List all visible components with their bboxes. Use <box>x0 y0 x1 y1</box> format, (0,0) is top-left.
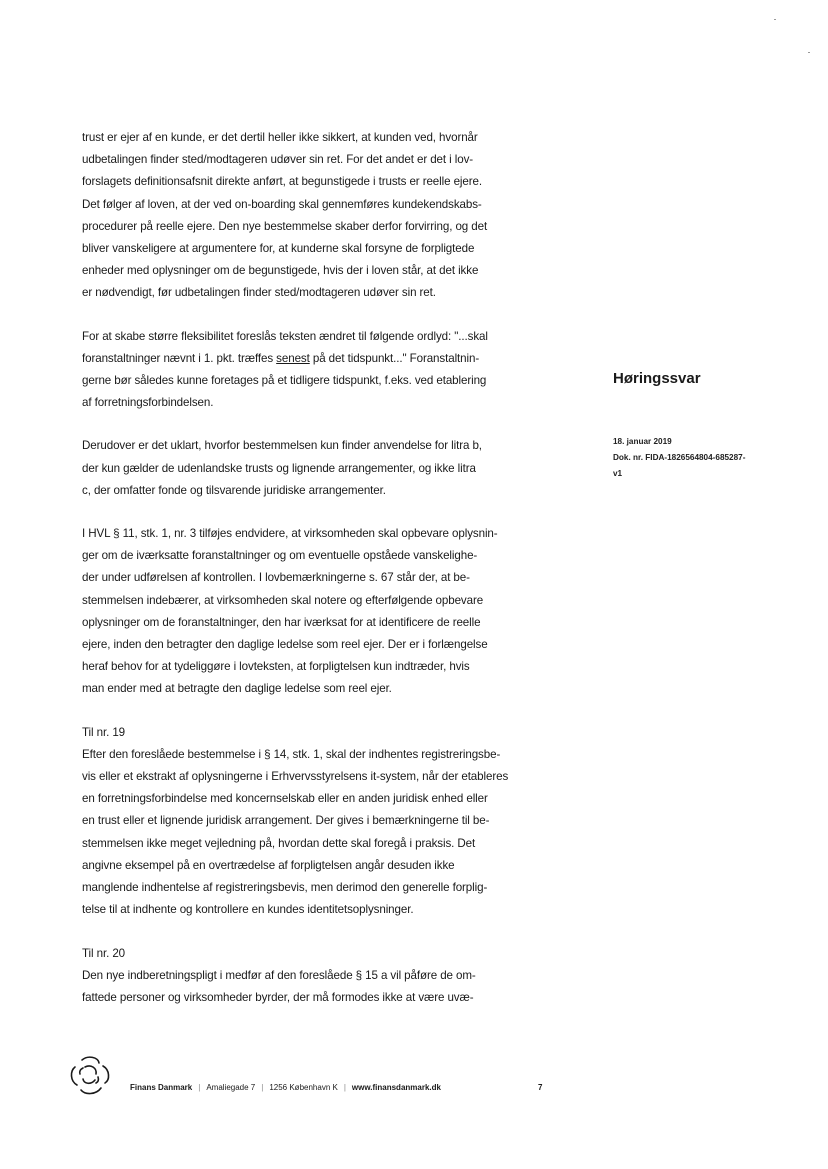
text-line: I HVL § 11, stk. 1, nr. 3 tilføjes endvidere, at virksomheden skal opbevare oplysnin- <box>82 527 498 541</box>
document-number: Dok. nr. FIDA-1826564804-685287- <box>613 453 746 462</box>
document-body <box>82 127 560 1030</box>
section-heading: Til nr. 20 <box>82 946 126 960</box>
text-line: en trust eller et lignende juridisk arrangement. Der gives i bemærkningerne til be- <box>82 814 490 828</box>
text-line: en forretningsforbindelse med koncernselskab eller en anden juridisk enhed eller <box>82 792 488 806</box>
paragraph-flexibility-proposal: For at skabe større fleksibilitet foreslås teksten ændret til følgende ordlyd: "...skal foranstaltninger nævnt i 1. pkt. træffes senest på det tidspunkt..." Foranstaltnin- gerne bør således kunne foretages på et tidligere tidspunkt, f.eks. ved etablering af forretningsforbindelsen. <box>82 329 488 410</box>
text-line: fattede personer og virksomheder byrder, der må formodes ikke at være uvæ- <box>82 990 474 1004</box>
text-line: man ender med at betragte den daglige ledelse som reel ejer. <box>82 682 392 696</box>
text-line: der kun gælder de udenlandske trusts og lignende arrangementer, og ikke litra <box>82 461 476 475</box>
text-line: Derudover er det uklart, hvorfor bestemmelsen kun finder anvendelse for litra b, <box>82 439 482 453</box>
footer-org: Finans Danmark <box>130 1083 193 1092</box>
paragraph-trust-ownership <box>82 127 560 305</box>
footer-street: Amaliegade 7 <box>206 1083 256 1092</box>
paragraph-litra-scope <box>82 435 560 502</box>
section-til-nr-20 <box>82 943 560 1010</box>
document-number-continued: v1 <box>613 469 623 478</box>
text-line: Det følger af loven, at der ved on-boarding skal gennemføres kundekendskabs- <box>82 197 482 211</box>
finans-danmark-logo-icon <box>68 1053 112 1097</box>
scan-mark <box>808 52 810 53</box>
text-line: ejere, inden den betragter den daglige ledelse som reel ejer. Der er i forlængelse <box>82 638 488 652</box>
text-line: er nødvendigt, før udbetalingen finder sted/modtageren udøver sin ret. <box>82 286 436 300</box>
text-line: bliver vanskeligere at argumentere for, at kunderne skal forsyne de forpligtede <box>82 242 475 256</box>
section-heading: Til nr. 19 <box>82 725 126 739</box>
text-line: udbetalingen finder sted/modtageren udøver sin ret. For det andet er det i lov- <box>82 153 474 167</box>
text-line: c, der omfatter fonde og tilsvarende juridiske arrangementer. <box>82 483 386 497</box>
text-line: forslagets definitionsafsnit direkte anført, at begunstigede i trusts er reelle ejere. <box>82 175 482 189</box>
text-line: trust er ejer af en kunde, er det dertil heller ikke sikkert, at kunden ved, hvornår <box>82 131 478 144</box>
text-line: Efter den foreslåede bestemmelse i § 14, stk. 1, skal der indhentes registreringsbe- <box>82 747 501 761</box>
text-line: oplysninger om de foranstaltninger, den har iværksat for at identificere de reelle <box>82 615 481 629</box>
text-line: der under udførelsen af kontrollen. I lovbemærkningerne s. 67 står der, at be- <box>82 571 470 585</box>
document-date: 18. januar 2019 <box>613 437 672 446</box>
page-footer <box>68 1053 568 1103</box>
text-line: stemmelsen indebærer, at virksomheden skal notere og efterfølgende opbevare <box>82 593 484 607</box>
document-meta <box>613 434 745 482</box>
text-line: manglende indhentelse af registreringsbevis, men derimod den generelle forplig- <box>82 881 488 895</box>
scan-mark <box>774 19 776 20</box>
footer-address: Finans Danmark | Amaliegade 7 | 1256 København K | www.finansdanmark.dk <box>130 1083 441 1092</box>
document-type-title: Høringssvar <box>613 370 701 387</box>
section-til-nr-19 <box>82 722 560 922</box>
text-line: heraf behov for at tydeliggøre i lovteksten, at forpligtelsen kun indtræder, hvis <box>82 660 470 674</box>
paragraph-hvl-section-11 <box>82 523 560 701</box>
text-line: vis eller et ekstrakt af oplysningerne i Erhvervsstyrelsens it-system, når der etableres <box>82 770 509 784</box>
text-line: procedurer på reelle ejere. Den nye bestemmelse skaber derfor forvirring, og det <box>82 219 488 233</box>
footer-website-link[interactable]: www.finansdanmark.dk <box>351 1083 441 1092</box>
footer-city: 1256 København K <box>269 1083 338 1092</box>
emphasis-senest: senest <box>276 351 310 365</box>
text-line: stemmelsen ikke meget vejledning på, hvordan dette skal foregå i praksis. Det <box>82 836 476 850</box>
text-line: Den nye indberetningspligt i medfør af den foreslåede § 15 a vil påføre de om- <box>82 968 476 982</box>
page-number: 7 <box>538 1083 543 1092</box>
text-line: ger om de iværksatte foranstaltninger og om eventuelle opståede vanskelighe- <box>82 549 478 563</box>
text-line: angivne eksempel på en overtrædelse af forpligtelsen angår desuden ikke <box>82 858 455 872</box>
text-line: enheder med oplysninger om de begunstigede, hvis der i loven står, at det ikke <box>82 264 479 278</box>
text-line: telse til at indhente og kontrollere en kundes identitetsoplysninger. <box>82 903 414 917</box>
